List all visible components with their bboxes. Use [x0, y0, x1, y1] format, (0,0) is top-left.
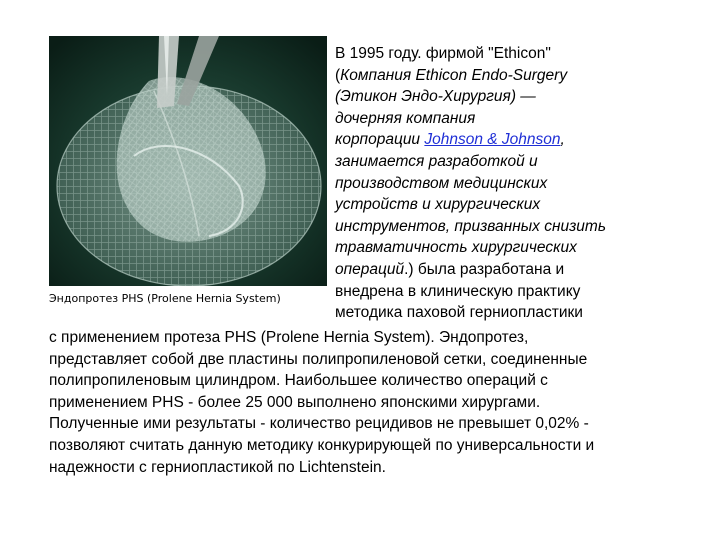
text-line: дочерняя компания — [335, 109, 476, 127]
text-line: представляет собой две пластины полипропиленовой сетки, соединенные — [49, 350, 588, 368]
text-line: производством медицинских — [335, 174, 548, 192]
text-line: с применением протеза PHS (Prolene Hernia System). Эндопротез, — [49, 329, 529, 346]
text-line: Полученные ими результаты - количество рецидивов не превышет 0,02% - — [49, 415, 589, 433]
intro-paragraph — [335, 43, 685, 324]
text-line: инструментов, призванных снизить — [335, 217, 606, 235]
text-line: позволяют считать данную методику конкурирующей по универсальности и — [49, 436, 595, 454]
text-line: надежности с герниопластикой по Lichtenstein. — [49, 458, 386, 476]
text-line: (Компания Ethicon Endo-Surgery — [335, 66, 568, 84]
figure-caption: Эндопротез PHS (Prolene Hernia System) — [49, 292, 281, 305]
johnson-link[interactable]: Johnson & Johnson — [424, 131, 561, 149]
text-line: занимается разработкой и — [335, 152, 538, 170]
main-paragraph — [49, 327, 689, 478]
text-line: применением PHS - более 25 000 выполнено японскими хирургами. — [49, 393, 541, 411]
text-line: (Этикон Эндо-Хирургия) — — [335, 88, 536, 106]
hernia-mesh-photo — [49, 36, 327, 286]
text-line: внедрена в клиническую практику — [335, 282, 581, 300]
text-line: устройств и хирургических — [335, 196, 541, 214]
text-line: В 1995 году. фирмой "Ethicon" — [335, 45, 551, 62]
text-line: операций.) была разработана и — [335, 260, 565, 278]
text-line: полипропиленовым цилиндром. Наибольшее количество операций с — [49, 372, 548, 390]
text-line: корпорации Johnson & Johnson, — [335, 131, 565, 149]
text-line: травматичность хирургических — [335, 239, 577, 257]
text-line: методика паховой герниопластики — [335, 304, 583, 322]
